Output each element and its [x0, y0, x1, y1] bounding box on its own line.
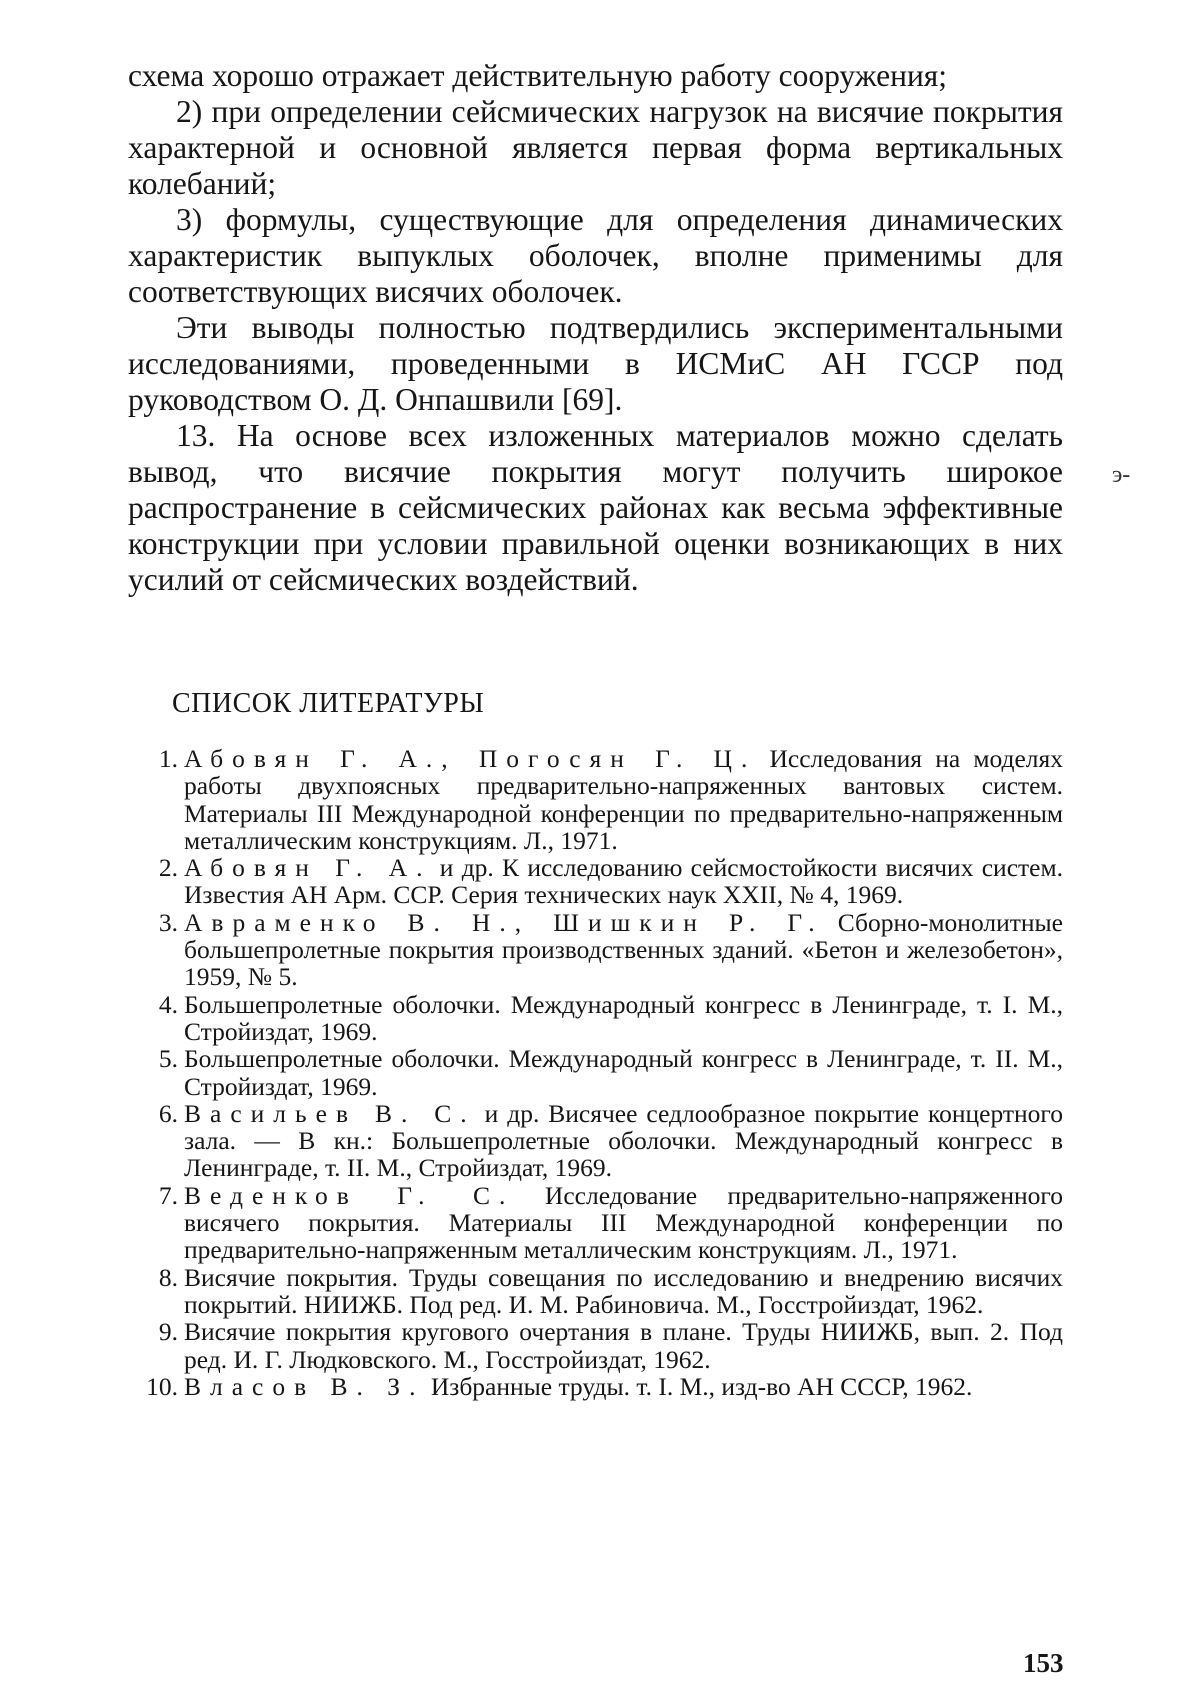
reference-author: Абовян Г. А., Погосян Г. Ц. [184, 744, 757, 773]
paragraph-5: 13. На основе всех изложенных материалов можно сделать вывод, что висячие покрытия могут получить широкое распространение в сейсмических районах как весьма эффективные конструкции при условии правильной оценки возникающих в них усилий от сейсмических воздействий. [128, 418, 1063, 597]
reference-number: 7. [158, 1180, 178, 1210]
reference-text [184, 745, 1063, 854]
reference-text [184, 909, 1063, 991]
references-list [128, 745, 1063, 1400]
reference-body: и др. Висячее седлообразное покрытие концертного зала. — В кн.: Большепролетные оболочки. Международный конгресс в Ленинграде, т. II. М., Стройиздат, 1969. [184, 1098, 1063, 1183]
reference-text [184, 991, 1063, 1046]
reference-text [184, 1045, 1063, 1100]
reference-item [128, 1264, 1063, 1319]
reference-item [128, 854, 1063, 909]
reference-item [128, 1182, 1063, 1264]
reference-number: 8. [158, 1262, 178, 1292]
reference-text [184, 1373, 1063, 1400]
reference-item [128, 1100, 1063, 1182]
paragraph-4: Эти выводы полностью подтвердились экспериментальными исследованиями, проведенными в ИСМиС АН ГССР под руководством О. Д. Онпашвили [69]. [128, 310, 1063, 417]
body-text [128, 58, 1063, 598]
reference-author: Васильев В. С. [184, 1098, 476, 1128]
reference-author: Власов В. З. [184, 1371, 425, 1401]
reference-number: 5. [158, 1044, 178, 1074]
reference-body: Исследования на моделях работы двухпоясных предварительно-напряженных вантовых систем. Материалы III Международной конференции по предварительно-напряженным металлическим конструкциям. Л., 1971. [184, 744, 1064, 855]
reference-body: Висячие покрытия кругового очертания в плане. Труды НИИЖБ, вып. 2. Под ред. И. Г. Людковского. М., Госстройиздат, 1962. [184, 1317, 1063, 1374]
reference-body: Избранные труды. т. I. М., изд-во АН СССР, 1962. [424, 1371, 973, 1401]
reference-item [128, 1045, 1063, 1100]
reference-author: Авраменко В. Н., Шишкин Р. Г. [184, 907, 824, 937]
reference-number: 2. [158, 853, 178, 883]
reference-body: Большепролетные оболочки. Международный конгресс в Ленинграде, т. II. М., Стройиздат, 1969. [184, 1044, 1063, 1101]
paragraph-3: 3) формулы, существующие для определения динамических характеристик выпуклых оболочек, вполне применимы для соответствующих висячих оболочек. [128, 202, 1063, 309]
reference-author: Веденков Г. С. [184, 1180, 515, 1210]
reference-text [184, 854, 1063, 909]
paragraph-1: схема хорошо отражает действительную работу сооружения; [128, 58, 948, 93]
reference-number: 3. [158, 907, 178, 937]
reference-text [184, 1318, 1063, 1373]
reference-number: 4. [158, 989, 178, 1019]
reference-body: Сборно-монолитные большепролетные покрытия производственных зданий. «Бетон и железобетон», 1959, № 5. [184, 907, 1063, 992]
reference-item [128, 1318, 1063, 1373]
reference-item [128, 991, 1063, 1046]
paragraph-2: 2) при определении сейсмических нагрузок на висячие покрытия характерной и основной является первая форма вертикальных колебаний; [128, 94, 1063, 201]
reference-body: Исследование предварительно-напряженного висячего покрытия. Материалы III Международной конференции по предварительно-напряженным металлическим конструкциям. Л., 1971. [184, 1180, 1063, 1265]
reference-body: и др. К исследованию сейсмостойкости висячих систем. Известия АН Арм. ССР. Серия технических наук XXII, № 4, 1969. [184, 853, 1063, 910]
reference-number: 6. [158, 1098, 178, 1128]
margin-mark: э- [1112, 462, 1131, 488]
reference-item [128, 1373, 1063, 1400]
reference-text [184, 1264, 1063, 1319]
reference-text [184, 1100, 1063, 1182]
page-number: 153 [1023, 1648, 1064, 1678]
reference-text [184, 1182, 1063, 1264]
reference-item [128, 909, 1063, 991]
reference-number: 1. [158, 744, 178, 773]
reference-number: 9. [158, 1317, 178, 1347]
reference-number: 10. [146, 1371, 178, 1401]
reference-body: Висячие покрытия. Труды совещания по исследованию и внедрению висячих покрытий. НИИЖБ. Под ред. И. М. Рабиновича. М., Госстройиздат, 1962. [184, 1262, 1063, 1319]
reference-item [128, 745, 1063, 854]
reference-author: Абовян Г. А. [184, 853, 432, 883]
reference-body: Большепролетные оболочки. Международный конгресс в Ленинграде, т. I. М., Стройиздат, 1969. [184, 989, 1063, 1046]
references-title: СПИСОК ЛИТЕРАТУРЫ [172, 688, 485, 719]
